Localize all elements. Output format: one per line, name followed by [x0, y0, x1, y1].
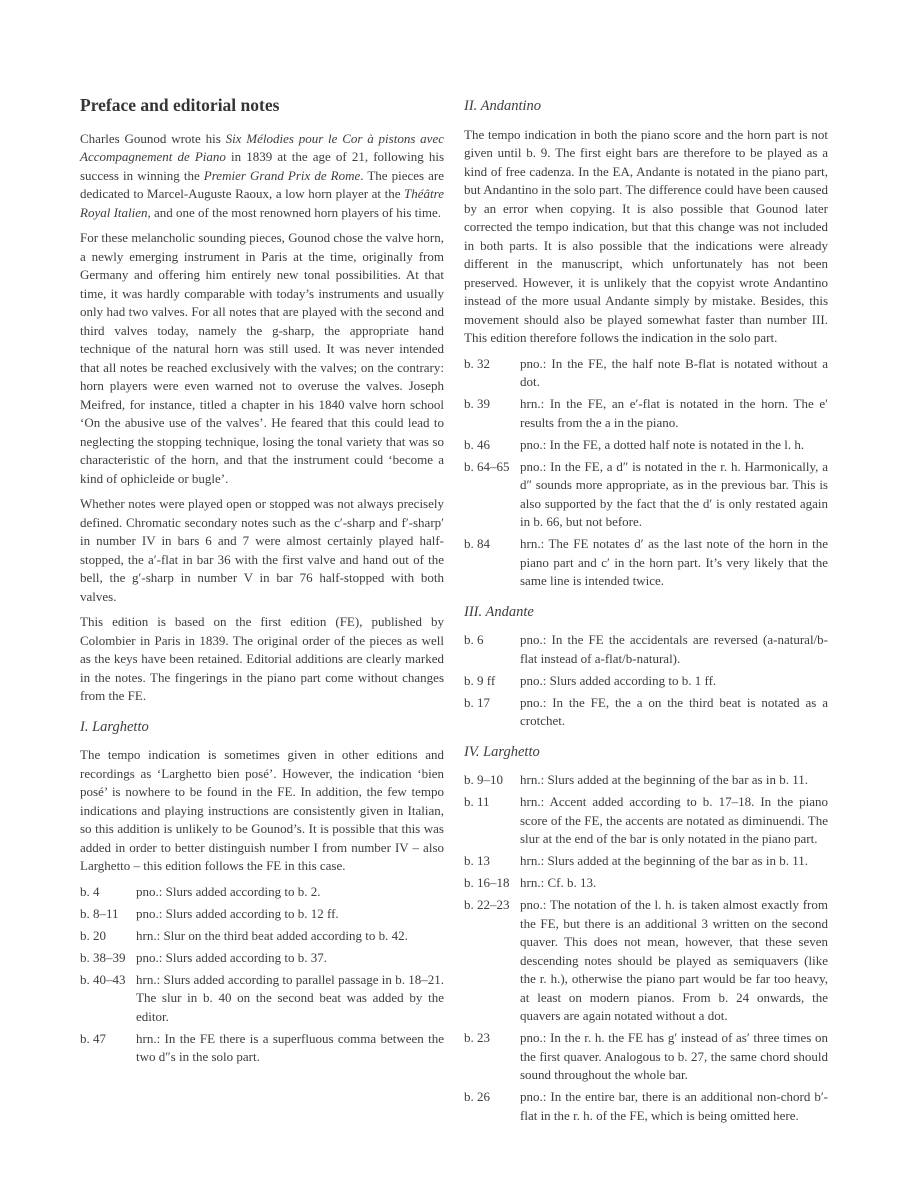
note-bar: b. 32 [464, 355, 490, 371]
note-bar: b. 8–11 [80, 905, 119, 921]
text-run: Théâtre Royal Italien, [80, 186, 444, 220]
note-row [464, 1029, 828, 1085]
note-text: hrn.: In the FE, an e′-flat is notated in the horn. The e′ results from the a in the piano. [520, 396, 828, 430]
note-text: hrn.: Slurs added at the beginning of the bar as in b. 11. [520, 853, 808, 868]
note-bar: b. 11 [464, 794, 490, 809]
text-run: Premier Grand Prix de Rome [203, 167, 361, 183]
note-text: pno.: Slurs added according to b. 2. [136, 883, 321, 899]
note-row [464, 672, 828, 691]
paragraph [80, 229, 444, 488]
right-column [464, 96, 828, 1129]
note-text: pno.: In the FE, the a on the third beat is notated as a crotchet. [520, 694, 828, 728]
note-bar: b. 23 [464, 1030, 490, 1045]
section-heading: IV. Larghetto [464, 743, 540, 760]
note-row [80, 927, 444, 946]
note-row [464, 631, 828, 668]
text-run: and one of the most renowned horn players of his time. [150, 204, 442, 220]
note-text: hrn.: Cf. b. 13. [520, 875, 597, 890]
text-run: Whether notes were played open or stopped was not always precisely defined. Chromatic secondary notes such as the c′-sharp and f′-sharp′ in number IV in bars 6 and 7 were almost certainly played half-stopped, the a′-flat in bar 36 with the first valve and hand out of the bell, the g′-sharp in number V in bar 76 half-stopped with both valves. [80, 496, 444, 604]
note-text: hrn.: Accent added according to b. 17–18. In the piano score of the FE, the accents are notated as diminuendi. The slur at the end of the bar is only notated in the piano part. [520, 794, 828, 846]
note-text: pno.: Slurs added according to b. 1 ff. [520, 672, 717, 688]
note-bar: b. 39 [464, 396, 490, 411]
paragraph [80, 746, 444, 876]
note-row [80, 1030, 444, 1067]
note-row [464, 874, 828, 893]
note-text: pno.: In the FE the accidentals are reversed (a-natural/b-flat instead of a-flat/b-natural). [520, 632, 828, 666]
note-row [464, 793, 828, 849]
left-column [80, 96, 444, 1129]
text-run: This edition is based on the first edition (FE), published by Colombier in Paris in 1839. The original order of the pieces as well as the keys have been retained. Editorial additions are clearly marked in the notes. The fingerings in the piano part come without changes from the FE. [80, 614, 444, 703]
note-row [464, 458, 828, 532]
note-text: pno.: In the FE, a dotted half note is notated in the l. h. [520, 436, 805, 452]
note-text: pno.: The notation of the l. h. is taken almost exactly from the FE, but there is an additional 3 written on the second quaver. This does not mean, however, that these seven descending notes should be played as semiquavers (like the r. h.), otherwise the piano part would be far too heavy, at least on modern pianos. From b. 24 onwards, the quavers are again notated without a dot. [520, 897, 828, 1023]
note-bar: b. 13 [464, 853, 490, 868]
note-row [80, 905, 444, 924]
note-bar: b. 40–43 [80, 971, 126, 987]
text-run: The tempo indication is sometimes given in other editions and recordings as ‘Larghetto bien posé’. However, the indication ‘bien posé’ is nowhere to be found in the FE. In addition, the few tempo indications and playing instructions are consistently given in Italian, so this addition is unlikely to be Gounod’s. It is possible that this was added in order to better distinguish number I from number IV – also Larghetto – this edition follows the FE in this case. [80, 747, 444, 873]
note-row [464, 771, 828, 790]
note-bar: b. 46 [464, 436, 490, 452]
note-row [464, 694, 828, 731]
note-text: pno.: In the FE, the half note B-flat is notated without a dot. [520, 355, 828, 389]
paragraph [464, 126, 828, 348]
note-bar: b. 9 ff [464, 672, 496, 688]
note-bar: b. 17 [464, 694, 490, 710]
note-bar: b. 84 [464, 536, 490, 551]
note-row [464, 436, 828, 455]
note-text: hrn.: Slurs added at the beginning of the bar as in b. 11. [520, 772, 808, 787]
note-row [464, 852, 828, 871]
paragraph [80, 613, 444, 706]
text-run: For these melancholic sounding pieces, Gounod chose the valve horn, a newly emerging instrument in Paris at the time, originally from Germany and offering him entirely new tonal possibilities. At that time, it was hardly comparable with today’s instruments and usually only had two valves. For all notes that are played with the second and third valves today, namely the g-sharp, the appropriate hand technique of the natural horn was still used. It was never intended that all notes be reached exclusively with the valves; on the contrary: horn players were even warned not to overuse the valves. Joseph Meifred, for instance, titled a chapter in his 1840 valve horn school ‘On the abusive use of the valves’. He feared that this could lead to neglecting the stopping technique, losing the tonal variety that was so characteristic of the horn, and that the instrument could ‘become a kind of ophicleide or bugle’. [80, 230, 444, 486]
text-run: Charles Gounod wrote his [80, 130, 226, 146]
note-text: hrn.: In the FE there is a superfluous comma between the two d″s in the solo part. [136, 1030, 444, 1064]
note-bar: b. 20 [80, 927, 106, 943]
text-run: Six Mélodies pour le Cor à pistons avec Accompagnement de Piano [80, 130, 444, 164]
note-bar: b. 22–23 [464, 897, 510, 912]
section-heading: I. Larghetto [80, 718, 149, 735]
note-bar: b. 6 [464, 632, 484, 647]
note-bar: b. 16–18 [464, 875, 510, 890]
note-bar: b. 26 [464, 1089, 490, 1104]
text-run: . The pieces are dedicated to Marcel-Auguste Raoux, a low horn player at the [80, 167, 444, 201]
note-text: hrn.: The FE notates d′ as the last note of the horn in the piano part and c′ in the horn part. It’s very likely that the same line is intended twice. [520, 536, 828, 588]
note-text: hrn.: Slur on the third beat added according to b. 42. [136, 927, 408, 943]
note-bar: b. 9–10 [464, 772, 503, 787]
note-bar: b. 38–39 [80, 949, 126, 965]
note-row [464, 896, 828, 1026]
note-row [80, 949, 444, 968]
content-columns [80, 96, 828, 1129]
section-heading: II. Andantino [464, 98, 542, 114]
note-text: pno.: Slurs added according to b. 37. [136, 949, 327, 965]
page-title: Preface and editorial notes [80, 95, 280, 115]
note-text: pno.: In the FE, a d″ is notated in the r. h. Harmonically, a d″ sounds more appropriate, as in the previous bar. This is also supported by the fact that the d′ is only restated again in b. 66, but not before. [520, 458, 828, 529]
note-text: hrn.: Slurs added according to parallel passage in b. 18–21. The slur in b. 40 on the second beat was added by the editor. [136, 971, 444, 1024]
paragraph [80, 130, 444, 223]
note-text: pno.: Slurs added according to b. 12 ff. [136, 905, 339, 921]
note-row [464, 355, 828, 392]
note-bar: b. 64–65 [464, 458, 510, 474]
text-run: in 1839 at the age of 21, following his success in winning the [80, 149, 445, 183]
note-row [80, 971, 444, 1027]
section-heading: III. Andante [464, 603, 534, 620]
note-text: pno.: In the entire bar, there is an additional non-chord b′-flat in the r. h. of the FE, which is being omitted here. [520, 1089, 828, 1123]
note-row [464, 395, 828, 432]
paragraph [80, 495, 444, 606]
note-row [464, 1088, 828, 1125]
note-text: pno.: In the r. h. the FE has g′ instead of as′ three times on the first quaver. Analogous to b. 27, the same chord should sound throughout the whole bar. [520, 1030, 828, 1082]
note-bar: b. 4 [80, 883, 100, 899]
note-row [80, 883, 444, 902]
note-row [464, 535, 828, 591]
text-run: The tempo indication in both the piano score and the horn part is not given until b. 9. The first eight bars are therefore to be played as a kind of free cadenza. In the EA, Andante is notated in the piano part, but Andantino in the solo part. The difference could have been caused by an error when copying. It is also possible that Gounod later corrected the tempo indication, but that this change was not included in both parts. It is also possible that the indications were already different in the manuscript, which unfortunately has not been preserved. However, it is unlikely that the copyist wrote Andantino instead of the more usual Andante simply by mistake. Besides, this movement should also be played somewhat faster than number III. This edition therefore follows the indication in the solo part. [464, 126, 828, 345]
note-bar: b. 47 [80, 1030, 106, 1046]
